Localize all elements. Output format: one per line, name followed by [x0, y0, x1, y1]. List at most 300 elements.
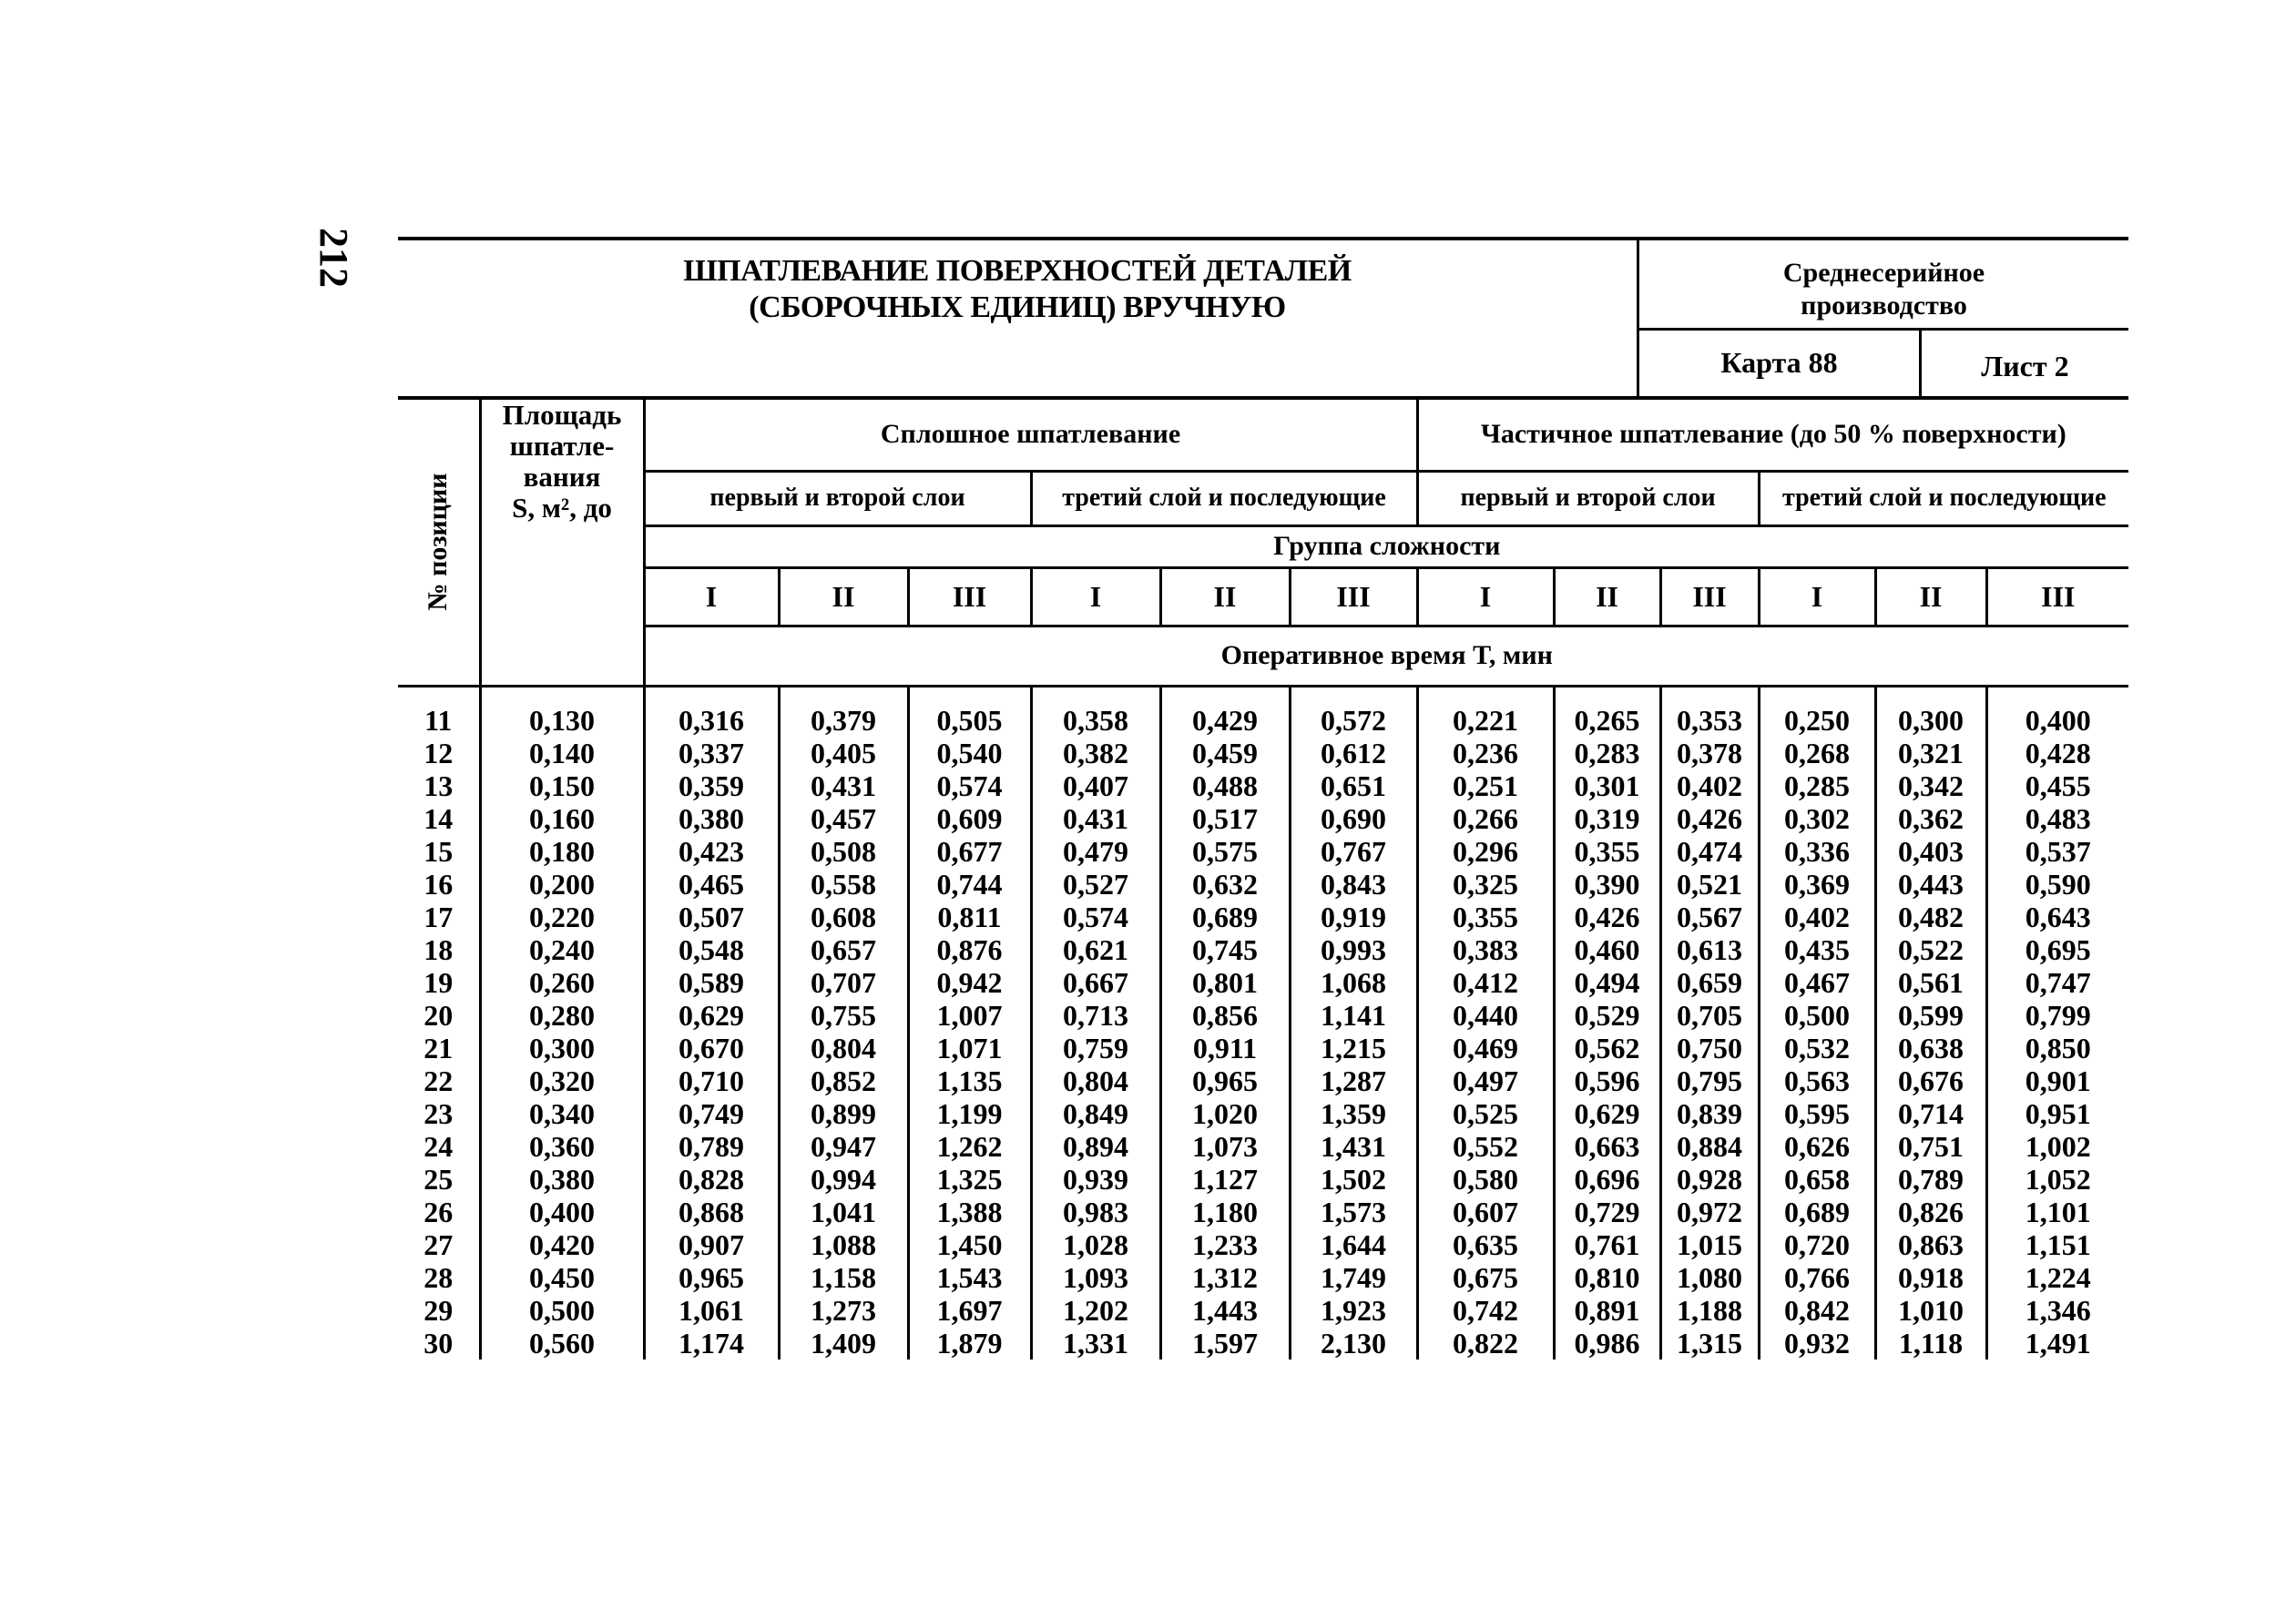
time-cell: 0,507 [644, 901, 779, 933]
time-cell: 0,789 [1875, 1163, 1986, 1196]
time-cell: 0,369 [1759, 868, 1875, 901]
area-cell: 0,220 [480, 901, 644, 933]
time-cell: 0,689 [1759, 1196, 1875, 1228]
table-row [398, 1163, 2128, 1196]
complexity-col: II [779, 567, 908, 626]
time-cell: 1,073 [1160, 1130, 1290, 1163]
time-cell: 1,359 [1290, 1097, 1417, 1130]
time-cell: 0,488 [1160, 769, 1290, 802]
time-cell: 0,412 [1417, 966, 1554, 999]
time-cell: 1,010 [1875, 1294, 1986, 1327]
time-cell: 0,300 [1875, 686, 1986, 737]
time-cell: 0,283 [1554, 737, 1660, 769]
time-cell: 0,907 [644, 1228, 779, 1261]
time-cell: 0,537 [1986, 835, 2128, 868]
time-cell: 0,863 [1875, 1228, 1986, 1261]
time-cell: 0,657 [779, 933, 908, 966]
time-cell: 0,402 [1660, 769, 1759, 802]
position-number-cell: 16 [423, 867, 454, 901]
time-cell: 0,497 [1417, 1064, 1554, 1097]
time-cell: 0,572 [1290, 686, 1417, 737]
time-cell: 0,713 [1031, 999, 1160, 1032]
time-cell: 0,403 [1875, 835, 1986, 868]
complexity-col: II [1160, 567, 1290, 626]
norm-card [398, 237, 2128, 1377]
time-cell: 1,088 [779, 1228, 908, 1261]
time-cell: 0,947 [779, 1130, 908, 1163]
time-cell: 0,494 [1554, 966, 1660, 999]
time-cell: 0,525 [1417, 1097, 1554, 1130]
time-cell: 0,804 [779, 1032, 908, 1064]
time-cell: 0,426 [1660, 802, 1759, 835]
time-cell: 1,188 [1660, 1294, 1759, 1327]
area-cell: 0,140 [480, 737, 644, 769]
time-cell: 0,689 [1160, 901, 1290, 933]
time-cell: 1,068 [1290, 966, 1417, 999]
production-type-line-2: производство [1801, 290, 1967, 321]
time-cell: 0,607 [1417, 1196, 1554, 1228]
time-cell: 0,942 [908, 966, 1031, 999]
time-cell: 0,522 [1875, 933, 1986, 966]
time-cell: 0,621 [1031, 933, 1160, 966]
solid-first-second-layers: первый и второй слои [644, 471, 1031, 525]
time-cell: 0,521 [1660, 868, 1759, 901]
time-cell: 0,595 [1759, 1097, 1875, 1130]
time-cell: 1,331 [1031, 1327, 1160, 1360]
table-row [398, 835, 2128, 868]
table-row [398, 802, 2128, 835]
time-cell: 0,250 [1759, 686, 1875, 737]
complexity-col: II [1875, 567, 1986, 626]
time-cell: 0,856 [1160, 999, 1290, 1032]
area-cell: 0,200 [480, 868, 644, 901]
solid-puttying-header: Сплошное шпатлевание [644, 398, 1417, 471]
time-cell: 0,465 [644, 868, 779, 901]
time-cell: 1,923 [1290, 1294, 1417, 1327]
time-cell: 1,135 [908, 1064, 1031, 1097]
time-cell: 0,302 [1759, 802, 1875, 835]
time-cell: 0,358 [1031, 686, 1160, 737]
time-cell: 0,400 [1986, 686, 2128, 737]
time-cell: 0,405 [779, 737, 908, 769]
area-cell: 0,560 [480, 1327, 644, 1360]
time-cell: 0,799 [1986, 999, 2128, 1032]
time-cell: 0,379 [779, 686, 908, 737]
area-header: Площадь шпатле- вания S, м², до [480, 398, 644, 686]
time-cell: 0,316 [644, 686, 779, 737]
card-title-line-1: ШПАТЛЕВАНИЕ ПОВЕРХНОСТЕЙ ДЕТАЛЕЙ [683, 254, 1352, 288]
time-cell: 0,994 [779, 1163, 908, 1196]
time-cell: 0,540 [908, 737, 1031, 769]
time-cell: 1,597 [1160, 1327, 1290, 1360]
position-number-cell: 11 [424, 703, 453, 737]
time-cell: 1,502 [1290, 1163, 1417, 1196]
time-cell: 1,409 [779, 1327, 908, 1360]
time-cell: 0,939 [1031, 1163, 1160, 1196]
area-cell: 0,130 [480, 686, 644, 737]
table-row [398, 966, 2128, 999]
time-cell: 0,483 [1986, 802, 2128, 835]
time-cell: 0,755 [779, 999, 908, 1032]
time-cell: 0,744 [908, 868, 1031, 901]
time-cell: 0,383 [1417, 933, 1554, 966]
time-cell: 0,651 [1290, 769, 1417, 802]
time-cell: 0,632 [1160, 868, 1290, 901]
time-cell: 1,224 [1986, 1261, 2128, 1294]
time-cell: 0,251 [1417, 769, 1554, 802]
table-row [398, 1196, 2128, 1228]
time-cell: 0,811 [908, 901, 1031, 933]
time-cell: 0,965 [644, 1261, 779, 1294]
time-cell: 0,558 [779, 868, 908, 901]
complexity-col: I [1031, 567, 1160, 626]
card-number: Карта 88 [1720, 346, 1838, 379]
time-cell: 2,130 [1290, 1327, 1417, 1360]
area-cell: 0,150 [480, 769, 644, 802]
time-cell: 0,899 [779, 1097, 908, 1130]
time-cell: 0,337 [644, 737, 779, 769]
time-cell: 1,127 [1160, 1163, 1290, 1196]
time-cell: 0,609 [908, 802, 1031, 835]
time-cell: 1,287 [1290, 1064, 1417, 1097]
position-number-cell: 22 [423, 1064, 454, 1097]
partial-first-second-layers: первый и второй слои [1417, 471, 1759, 525]
time-cell: 0,336 [1759, 835, 1875, 868]
area-cell: 0,380 [480, 1163, 644, 1196]
time-cell: 0,574 [1031, 901, 1160, 933]
time-cell: 0,828 [644, 1163, 779, 1196]
complexity-col: II [1554, 567, 1660, 626]
time-cell: 0,459 [1160, 737, 1290, 769]
time-cell: 0,761 [1554, 1228, 1660, 1261]
time-cell: 0,567 [1660, 901, 1759, 933]
time-cell: 0,993 [1290, 933, 1417, 966]
time-cell: 1,015 [1660, 1228, 1759, 1261]
time-cell: 1,573 [1290, 1196, 1417, 1228]
time-cell: 0,529 [1554, 999, 1660, 1032]
time-cell: 0,527 [1031, 868, 1160, 901]
time-cell: 0,745 [1160, 933, 1290, 966]
table-row [398, 769, 2128, 802]
operative-time-table [398, 396, 2128, 1360]
time-cell: 0,695 [1986, 933, 2128, 966]
time-cell: 0,402 [1759, 901, 1875, 933]
time-cell: 0,355 [1417, 901, 1554, 933]
time-cell: 1,007 [908, 999, 1031, 1032]
time-cell: 1,151 [1986, 1228, 2128, 1261]
time-cell: 0,810 [1554, 1261, 1660, 1294]
time-cell: 0,911 [1160, 1032, 1290, 1064]
time-cell: 1,202 [1031, 1294, 1160, 1327]
time-cell: 1,215 [1290, 1032, 1417, 1064]
time-cell: 0,590 [1986, 868, 2128, 901]
area-cell: 0,300 [480, 1032, 644, 1064]
time-cell: 0,659 [1660, 966, 1759, 999]
operative-time-header: Оперативное время T, мин [644, 626, 2128, 686]
table-row [398, 1261, 2128, 1294]
time-cell: 0,562 [1554, 1032, 1660, 1064]
time-cell: 0,983 [1031, 1196, 1160, 1228]
time-cell: 0,742 [1417, 1294, 1554, 1327]
time-cell: 0,429 [1160, 686, 1290, 737]
complexity-col: I [644, 567, 779, 626]
time-cell: 0,676 [1875, 1064, 1986, 1097]
time-cell: 0,986 [1554, 1327, 1660, 1360]
area-cell: 0,160 [480, 802, 644, 835]
area-cell: 0,340 [480, 1097, 644, 1130]
table-row [398, 1327, 2128, 1360]
time-cell: 0,508 [779, 835, 908, 868]
time-cell: 1,141 [1290, 999, 1417, 1032]
time-cell: 0,355 [1554, 835, 1660, 868]
page-number: 212 [311, 228, 356, 288]
time-cell: 0,884 [1660, 1130, 1759, 1163]
card-title-line-2: (СБОРОЧНЫХ ЕДИНИЦ) ВРУЧНУЮ [749, 290, 1286, 324]
table-row [398, 737, 2128, 769]
time-cell: 0,849 [1031, 1097, 1160, 1130]
time-cell: 0,894 [1031, 1130, 1160, 1163]
time-cell: 0,612 [1290, 737, 1417, 769]
time-cell: 0,505 [908, 686, 1031, 737]
time-cell: 0,378 [1660, 737, 1759, 769]
time-cell: 0,467 [1759, 966, 1875, 999]
time-cell: 0,663 [1554, 1130, 1660, 1163]
position-number-cell: 12 [423, 736, 454, 769]
time-cell: 0,301 [1554, 769, 1660, 802]
time-cell: 0,629 [644, 999, 779, 1032]
time-cell: 0,766 [1759, 1261, 1875, 1294]
complexity-col: III [1290, 567, 1417, 626]
time-cell: 1,061 [644, 1294, 779, 1327]
time-cell: 0,285 [1759, 769, 1875, 802]
time-cell: 0,596 [1554, 1064, 1660, 1097]
position-number-cell: 25 [423, 1162, 454, 1196]
time-cell: 0,675 [1417, 1261, 1554, 1294]
time-cell: 0,500 [1759, 999, 1875, 1032]
time-cell: 0,353 [1660, 686, 1759, 737]
solid-third-layers: третий слой и последующие [1031, 471, 1417, 525]
time-cell: 0,321 [1875, 737, 1986, 769]
time-cell: 0,561 [1875, 966, 1986, 999]
time-cell: 0,342 [1875, 769, 1986, 802]
time-cell: 0,532 [1759, 1032, 1875, 1064]
time-cell: 0,891 [1554, 1294, 1660, 1327]
time-cell: 0,580 [1417, 1163, 1554, 1196]
time-cell: 0,548 [644, 933, 779, 966]
card-title [398, 253, 1637, 326]
time-cell: 1,346 [1986, 1294, 2128, 1327]
time-cell: 0,918 [1875, 1261, 1986, 1294]
time-cell: 0,822 [1417, 1327, 1554, 1360]
time-cell: 0,951 [1986, 1097, 2128, 1130]
position-number-cell: 28 [423, 1260, 454, 1294]
complexity-col: III [908, 567, 1031, 626]
header-mid-rule [1639, 328, 2128, 331]
complexity-group-header: Группа сложности [644, 525, 2128, 567]
area-cell: 0,180 [480, 835, 644, 868]
time-cell: 0,759 [1031, 1032, 1160, 1064]
time-cell: 1,879 [908, 1327, 1031, 1360]
time-cell: 0,469 [1417, 1032, 1554, 1064]
time-cell: 1,315 [1660, 1327, 1759, 1360]
time-cell: 1,080 [1660, 1261, 1759, 1294]
time-cell: 0,457 [779, 802, 908, 835]
time-cell: 0,690 [1290, 802, 1417, 835]
time-cell: 1,262 [908, 1130, 1031, 1163]
time-cell: 0,517 [1160, 802, 1290, 835]
partial-puttying-header: Частичное шпатлевание (до 50 % поверхности) [1417, 398, 2128, 471]
table-row [398, 1032, 2128, 1064]
area-cell: 0,450 [480, 1261, 644, 1294]
table-row [398, 999, 2128, 1032]
table-row [398, 1064, 2128, 1097]
time-cell: 1,199 [908, 1097, 1031, 1130]
time-cell: 1,071 [908, 1032, 1031, 1064]
time-cell: 0,359 [644, 769, 779, 802]
time-cell: 0,296 [1417, 835, 1554, 868]
time-cell: 1,002 [1986, 1130, 2128, 1163]
time-cell: 0,265 [1554, 686, 1660, 737]
time-cell: 0,876 [908, 933, 1031, 966]
time-cell: 0,390 [1554, 868, 1660, 901]
time-cell: 0,720 [1759, 1228, 1875, 1261]
time-cell: 0,842 [1759, 1294, 1875, 1327]
time-cell: 1,158 [779, 1261, 908, 1294]
partial-third-layers: третий слой и последующие [1759, 471, 2128, 525]
time-cell: 0,380 [644, 802, 779, 835]
time-cell: 0,850 [1986, 1032, 2128, 1064]
time-cell: 0,658 [1759, 1163, 1875, 1196]
time-cell: 1,450 [908, 1228, 1031, 1261]
area-cell: 0,320 [480, 1064, 644, 1097]
position-number-cell: 15 [423, 834, 454, 868]
time-cell: 0,407 [1031, 769, 1160, 802]
time-cell: 0,474 [1660, 835, 1759, 868]
position-number-cell: 21 [423, 1031, 454, 1064]
time-cell: 0,643 [1986, 901, 2128, 933]
time-cell: 0,852 [779, 1064, 908, 1097]
time-cell: 1,697 [908, 1294, 1031, 1327]
complexity-col: III [1660, 567, 1759, 626]
time-cell: 1,431 [1290, 1130, 1417, 1163]
time-cell: 0,635 [1417, 1228, 1554, 1261]
table-row [398, 1130, 2128, 1163]
time-cell: 0,426 [1554, 901, 1660, 933]
time-cell: 0,714 [1875, 1097, 1986, 1130]
time-cell: 0,319 [1554, 802, 1660, 835]
time-cell: 0,428 [1986, 737, 2128, 769]
time-cell: 0,965 [1160, 1064, 1290, 1097]
time-cell: 0,751 [1875, 1130, 1986, 1163]
time-cell: 1,118 [1875, 1327, 1986, 1360]
time-cell: 0,696 [1554, 1163, 1660, 1196]
position-number-cell: 30 [423, 1326, 454, 1360]
time-cell: 0,795 [1660, 1064, 1759, 1097]
time-cell: 0,705 [1660, 999, 1759, 1032]
time-cell: 0,431 [1031, 802, 1160, 835]
position-number-cell: 14 [423, 801, 454, 835]
time-cell: 1,174 [644, 1327, 779, 1360]
time-cell: 0,919 [1290, 901, 1417, 933]
complexity-col: I [1417, 567, 1554, 626]
production-type [1639, 257, 2128, 322]
table-row [398, 933, 2128, 966]
time-cell: 1,028 [1031, 1228, 1160, 1261]
time-cell: 1,312 [1160, 1261, 1290, 1294]
time-cell: 0,575 [1160, 835, 1290, 868]
time-cell: 1,101 [1986, 1196, 2128, 1228]
complexity-col: I [1759, 567, 1875, 626]
header-top-rule [398, 237, 2128, 240]
area-cell: 0,240 [480, 933, 644, 966]
time-cell: 1,273 [779, 1294, 908, 1327]
time-cell: 0,972 [1660, 1196, 1759, 1228]
time-cell: 0,638 [1875, 1032, 1986, 1064]
time-cell: 1,052 [1986, 1163, 2128, 1196]
time-cell: 1,491 [1986, 1327, 2128, 1360]
time-cell: 0,482 [1875, 901, 1986, 933]
time-cell: 0,608 [779, 901, 908, 933]
time-cell: 0,749 [644, 1097, 779, 1130]
time-cell: 0,382 [1031, 737, 1160, 769]
time-cell: 1,325 [908, 1163, 1031, 1196]
position-number-cell: 24 [423, 1129, 454, 1163]
time-cell: 0,268 [1759, 737, 1875, 769]
time-cell: 0,443 [1875, 868, 1986, 901]
time-cell: 0,677 [908, 835, 1031, 868]
time-cell: 0,236 [1417, 737, 1554, 769]
position-number-header: № позиции [398, 398, 480, 686]
time-cell: 0,843 [1290, 868, 1417, 901]
time-cell: 1,749 [1290, 1261, 1417, 1294]
position-number-cell: 27 [423, 1227, 454, 1261]
time-cell: 0,552 [1417, 1130, 1554, 1163]
area-cell: 0,260 [480, 966, 644, 999]
position-number-cell: 29 [423, 1293, 454, 1327]
time-cell: 0,563 [1759, 1064, 1875, 1097]
time-cell: 0,707 [779, 966, 908, 999]
time-cell: 1,644 [1290, 1228, 1417, 1261]
time-cell: 0,599 [1875, 999, 1986, 1032]
time-cell: 0,868 [644, 1196, 779, 1228]
time-cell: 0,804 [1031, 1064, 1160, 1097]
area-cell: 0,280 [480, 999, 644, 1032]
table-row [398, 686, 2128, 737]
table-row [398, 1097, 2128, 1130]
time-cell: 0,589 [644, 966, 779, 999]
position-number-cell: 23 [423, 1096, 454, 1130]
time-cell: 0,325 [1417, 868, 1554, 901]
time-cell: 0,460 [1554, 933, 1660, 966]
area-cell: 0,500 [480, 1294, 644, 1327]
time-cell: 1,543 [908, 1261, 1031, 1294]
time-cell: 0,670 [644, 1032, 779, 1064]
complexity-col: III [1986, 567, 2128, 626]
position-number-cell: 13 [423, 769, 454, 802]
time-cell: 0,750 [1660, 1032, 1759, 1064]
time-cell: 1,041 [779, 1196, 908, 1228]
time-cell: 0,901 [1986, 1064, 2128, 1097]
time-cell: 0,767 [1290, 835, 1417, 868]
production-type-line-1: Среднесерийное [1782, 258, 1985, 288]
position-number-cell: 18 [423, 932, 454, 966]
time-cell: 1,233 [1160, 1228, 1290, 1261]
time-cell: 0,362 [1875, 802, 1986, 835]
time-cell: 0,431 [779, 769, 908, 802]
area-cell: 0,420 [480, 1228, 644, 1261]
table-row [398, 868, 2128, 901]
time-cell: 0,667 [1031, 966, 1160, 999]
